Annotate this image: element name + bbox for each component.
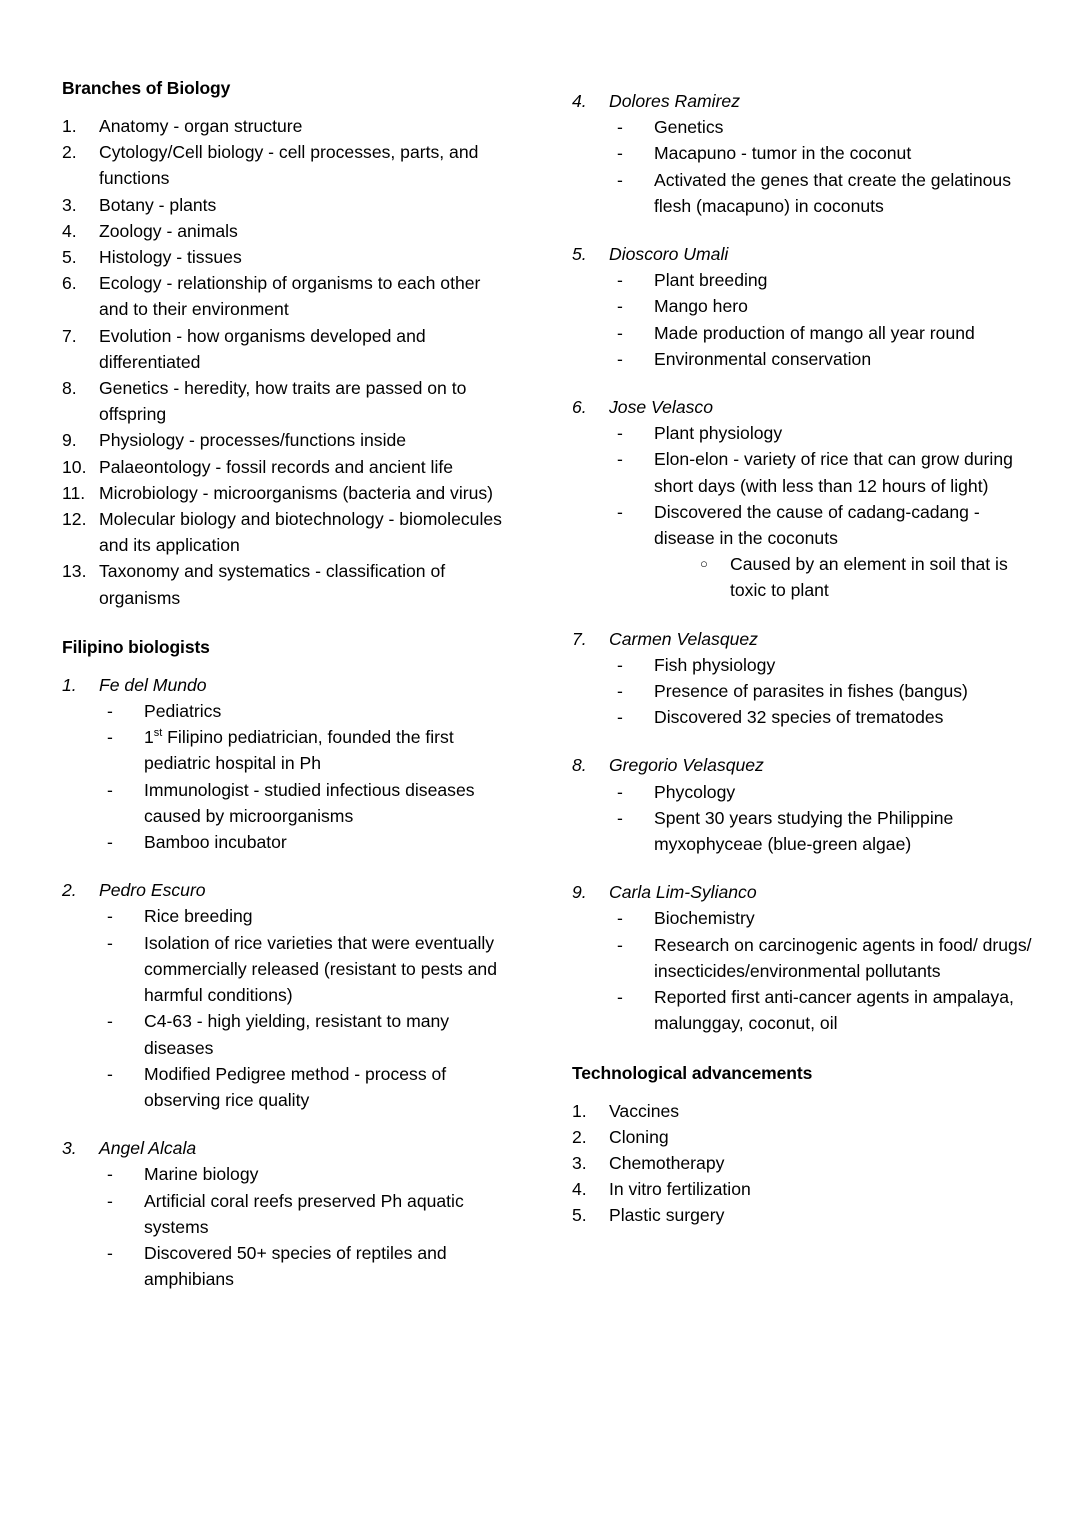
- biologist-name: Dioscoro Umali: [609, 244, 729, 265]
- list-item: [572, 1124, 1032, 1150]
- list-item-number: 7.: [572, 628, 587, 649]
- bullet-item: [572, 293, 1032, 319]
- bullet-item: [572, 678, 1032, 704]
- list-item-text: Plastic surgery: [609, 1205, 725, 1226]
- bullet-item: [572, 984, 1032, 1036]
- bullet-item: [572, 932, 1032, 984]
- list-item-number: 2.: [572, 1126, 587, 1147]
- bullet-item: [62, 1061, 512, 1113]
- list-item: [62, 454, 512, 480]
- list-item-number: 6.: [572, 397, 587, 418]
- list-item-text: Physiology - processes/functions inside: [99, 430, 407, 451]
- bullet-item: [572, 805, 1032, 857]
- bullet-item-text: Biochemistry: [654, 908, 755, 929]
- list-item: [62, 270, 512, 322]
- dash-bullet-icon: -: [107, 906, 113, 927]
- list-item: [572, 241, 1032, 267]
- dash-bullet-icon: -: [617, 296, 623, 317]
- bullet-item-text: Discovered 50+ species of reptiles and amphibians: [144, 1242, 447, 1290]
- dash-bullet-icon: -: [107, 701, 113, 722]
- heading-branches-of-biology: Branches of Biology: [62, 78, 231, 98]
- list-item: [62, 427, 512, 453]
- sub-bullet-item: [572, 551, 1032, 603]
- dash-bullet-icon: -: [617, 117, 623, 138]
- list-item: [572, 1098, 1032, 1124]
- dash-bullet-icon: -: [107, 1011, 113, 1032]
- list-item: [572, 752, 1032, 778]
- bullet-item-text: 1st Filipino pediatrician, founded the first pediatric hospital in Ph: [144, 727, 454, 774]
- biologist-name: Carla Lim-Sylianco: [609, 882, 757, 903]
- list-item: [572, 1150, 1032, 1176]
- list-item-text: Histology - tissues: [99, 247, 242, 268]
- biologist-name: Gregorio Velasquez: [609, 755, 764, 776]
- bullet-item-text: C4-63 - high yielding, resistant to many diseases: [144, 1011, 450, 1058]
- bullet-item-text: Research on carcinogenic agents in food/ drugs/ insecticides/environmental pollutants: [654, 934, 1032, 981]
- list-item-text: Palaeontology - fossil records and ancient life: [99, 456, 454, 477]
- branches-of-biology-list: [62, 113, 512, 611]
- list-item-text: In vitro fertilization: [609, 1179, 751, 1200]
- dash-bullet-icon: -: [617, 449, 623, 470]
- bullet-item-text: Discovered 32 species of trematodes: [654, 707, 944, 728]
- list-item-number: 4.: [572, 1179, 587, 1200]
- list-item-text: Cytology/Cell biology - cell processes, parts, and functions: [99, 142, 479, 189]
- bullet-item: [62, 1188, 512, 1240]
- dash-bullet-icon: -: [617, 143, 623, 164]
- biologist-entry: [572, 626, 1032, 731]
- dash-bullet-icon: -: [617, 501, 623, 522]
- list-item-number: 12.: [62, 509, 87, 530]
- bullet-item-text: Plant breeding: [654, 270, 768, 291]
- bullet-item-text: Spent 30 years studying the Philippine myxophyceae (blue-green algae): [654, 807, 954, 855]
- dash-bullet-icon: -: [107, 1242, 113, 1263]
- list-item: [62, 375, 512, 427]
- bullet-item-text: Reported first anti-cancer agents in ampalaya, malunggay, coconut, oil: [654, 987, 1014, 1034]
- bullet-item: [572, 905, 1032, 931]
- list-item: [62, 218, 512, 244]
- list-item: [62, 877, 512, 903]
- list-item-number: 5.: [572, 244, 587, 265]
- list-item-text: Genetics - heredity, how traits are passed on to offspring: [99, 378, 467, 425]
- list-item-text: Ecology - relationship of organisms to each other and to their environment: [99, 273, 481, 320]
- list-item-number: 8.: [62, 378, 77, 399]
- list-item-text: Botany - plants: [99, 194, 217, 215]
- bullet-item: [572, 446, 1032, 498]
- biologist-entry: [572, 88, 1032, 219]
- list-item: [62, 1135, 512, 1161]
- superscript-ordinal: st: [153, 727, 163, 740]
- bullet-item-text: Phycology: [654, 781, 736, 802]
- dash-bullet-icon: -: [617, 807, 623, 828]
- bullet-item-text: Environmental conservation: [654, 348, 872, 369]
- list-item-number: 3.: [62, 194, 77, 215]
- list-item-number: 10.: [62, 456, 87, 477]
- list-item-number: 11.: [62, 482, 86, 503]
- biologist-name: Dolores Ramirez: [609, 91, 741, 111]
- dash-bullet-icon: -: [617, 934, 623, 955]
- technological-advancements-list: [572, 1098, 1032, 1229]
- list-item-text: Taxonomy and systematics - classification of organisms: [99, 561, 446, 608]
- bullet-item: [572, 779, 1032, 805]
- biologist-entry: [572, 241, 1032, 372]
- bullet-item-text: Bamboo incubator: [144, 832, 287, 853]
- left-column: [62, 78, 512, 1292]
- right-column: [572, 88, 1032, 1229]
- bullet-item: [572, 420, 1032, 446]
- bullet-item-text: Pediatrics: [144, 701, 222, 722]
- bullet-item: [62, 777, 512, 829]
- list-item: [62, 323, 512, 375]
- list-item: [62, 244, 512, 270]
- bullet-item-text: Mango hero: [654, 296, 748, 317]
- bullet-item-text: Fish physiology: [654, 654, 776, 675]
- bullet-item: [62, 829, 512, 855]
- biologist-name: Carmen Velasquez: [609, 628, 758, 649]
- dash-bullet-icon: -: [617, 423, 623, 444]
- bullet-item-text: Modified Pedigree method - process of observing rice quality: [144, 1063, 447, 1110]
- bullet-item: [62, 1161, 512, 1187]
- bullet-item: [572, 652, 1032, 678]
- biologist-entry: [572, 752, 1032, 857]
- list-item-number: 4.: [62, 220, 77, 241]
- dash-bullet-icon: -: [107, 727, 113, 748]
- bullet-item-text: Presence of parasites in fishes (bangus): [654, 681, 968, 702]
- bullet-item: [62, 930, 512, 1009]
- filipino-biologists-list-right: [572, 88, 1032, 1037]
- bullet-item: [62, 1240, 512, 1292]
- list-item: [62, 480, 512, 506]
- bullet-item-text: Activated the genes that create the gelatinous flesh (macapuno) in coconuts: [654, 169, 1012, 216]
- list-item: [62, 506, 512, 558]
- list-item-number: 7.: [62, 325, 77, 346]
- circle-bullet-icon: ○: [700, 556, 708, 572]
- list-item: [572, 626, 1032, 652]
- bullet-item: [572, 140, 1032, 166]
- list-item-number: 1.: [62, 674, 77, 695]
- dash-bullet-icon: -: [617, 270, 623, 291]
- bullet-item-text: Isolation of rice varieties that were eventually commercially released (resistant to pests and harmful conditions): [144, 932, 498, 1006]
- filipino-biologists-list-left: [62, 672, 512, 1292]
- bullet-item: [62, 724, 512, 776]
- bullet-item: [62, 1008, 512, 1060]
- list-item-text: Anatomy - organ structure: [99, 116, 303, 136]
- list-item-number: 9.: [62, 430, 77, 451]
- list-item: [62, 558, 512, 610]
- bullet-item: [572, 167, 1032, 219]
- biologist-entry: [572, 879, 1032, 1036]
- list-item: [572, 1202, 1032, 1228]
- bullet-item-text: Immunologist - studied infectious diseases caused by microorganisms: [144, 779, 475, 826]
- dash-bullet-icon: -: [617, 908, 623, 929]
- bullet-item-text: Made production of mango all year round: [654, 322, 975, 343]
- list-item: [572, 394, 1032, 420]
- list-item: [572, 1176, 1032, 1202]
- list-item-number: 2.: [62, 142, 77, 163]
- bullet-item: [572, 346, 1032, 372]
- list-item-text: Evolution - how organisms developed and differentiated: [99, 325, 426, 372]
- heading-filipino-biologists: Filipino biologists: [62, 636, 210, 657]
- biologist-entry: [62, 1135, 512, 1292]
- list-item-number: 3.: [572, 1152, 587, 1173]
- list-item-number: 4.: [572, 91, 587, 111]
- heading-technological-advancements: Technological advancements: [572, 1062, 813, 1083]
- list-item: [62, 139, 512, 191]
- dash-bullet-icon: -: [107, 932, 113, 953]
- bullet-item-text: Marine biology: [144, 1164, 259, 1185]
- biologist-name: Angel Alcala: [99, 1138, 197, 1159]
- bullet-item-text: Plant physiology: [654, 423, 783, 444]
- biologist-name: Jose Velasco: [609, 397, 713, 418]
- biologist-name: Pedro Escuro: [99, 880, 206, 901]
- dash-bullet-icon: -: [617, 707, 623, 728]
- list-item-number: 13.: [62, 561, 87, 582]
- bullet-item: [62, 698, 512, 724]
- bullet-item: [572, 704, 1032, 730]
- list-item-number: 5.: [62, 247, 77, 268]
- dash-bullet-icon: -: [617, 654, 623, 675]
- dash-bullet-icon: -: [617, 681, 623, 702]
- dash-bullet-icon: -: [617, 322, 623, 343]
- dash-bullet-icon: -: [617, 169, 623, 190]
- dash-bullet-icon: -: [617, 348, 623, 369]
- list-item-number: 9.: [572, 882, 587, 903]
- list-item-text: Cloning: [609, 1126, 669, 1147]
- dash-bullet-icon: -: [617, 781, 623, 802]
- biologist-entry: [572, 394, 1032, 604]
- list-item-number: 8.: [572, 755, 587, 776]
- list-item: [62, 113, 512, 139]
- dash-bullet-icon: -: [107, 1063, 113, 1084]
- bullet-item-text: Macapuno - tumor in the coconut: [654, 143, 912, 164]
- dash-bullet-icon: -: [107, 779, 113, 800]
- list-item-number: 3.: [62, 1138, 77, 1159]
- list-item-text: Vaccines: [609, 1100, 680, 1121]
- list-item-text: Microbiology - microorganisms (bacteria and virus): [99, 482, 494, 503]
- list-item-number: 1.: [62, 116, 77, 136]
- bullet-item: [572, 320, 1032, 346]
- list-item: [62, 192, 512, 218]
- list-item-text: Molecular biology and biotechnology - biomolecules and its application: [99, 509, 502, 556]
- list-item-number: 1.: [572, 1100, 587, 1121]
- biologist-entry: [62, 672, 512, 855]
- dash-bullet-icon: -: [107, 1190, 113, 1211]
- list-item-text: Zoology - animals: [99, 220, 238, 241]
- list-item: [572, 879, 1032, 905]
- list-item-number: 5.: [572, 1205, 587, 1226]
- list-item-number: 6.: [62, 273, 77, 294]
- list-item-number: 2.: [62, 880, 77, 901]
- bullet-item-text: Discovered the cause of cadang-cadang - disease in the coconuts: [654, 501, 980, 549]
- dash-bullet-icon: -: [107, 1164, 113, 1185]
- bullet-item-text: Genetics: [654, 117, 724, 138]
- bullet-item-text: Rice breeding: [144, 906, 253, 927]
- dash-bullet-icon: -: [617, 987, 623, 1008]
- bullet-item-text: Artificial coral reefs preserved Ph aquatic systems: [144, 1190, 464, 1237]
- list-item-text: Chemotherapy: [609, 1152, 725, 1173]
- bullet-item: [572, 499, 1032, 551]
- dash-bullet-icon: -: [107, 832, 113, 853]
- biologist-entry: [62, 877, 512, 1113]
- list-item: [572, 88, 1032, 114]
- sub-bullet-item-text: Caused by an element in soil that is toxic to plant: [730, 554, 1008, 601]
- bullet-item: [572, 114, 1032, 140]
- bullet-item-text: Elon-elon - variety of rice that can grow during short days (with less than 12 hours of light): [654, 449, 1013, 496]
- bullet-item: [62, 903, 512, 929]
- biologist-name: Fe del Mundo: [99, 674, 207, 695]
- bullet-item: [572, 267, 1032, 293]
- list-item: [62, 672, 512, 698]
